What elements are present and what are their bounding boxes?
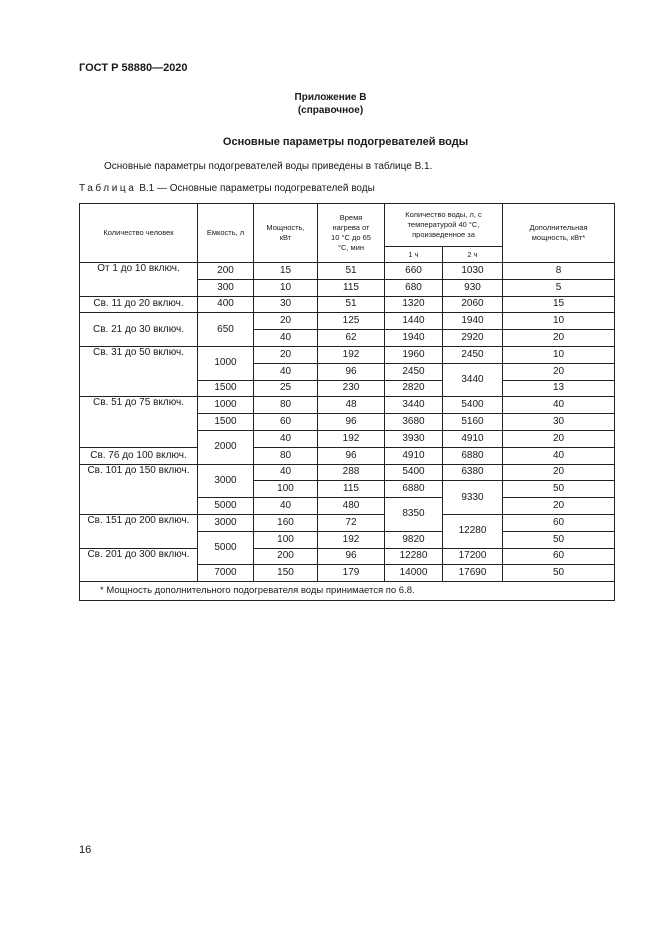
cell-h2: 17690 — [443, 565, 503, 582]
cell-power: 100 — [254, 481, 318, 498]
cell-power: 40 — [254, 363, 318, 380]
cell-h2: 2060 — [443, 296, 503, 313]
cell-capacity: 1000 — [198, 346, 254, 380]
cell-capacity: 400 — [198, 296, 254, 313]
cell-h1: 2820 — [385, 380, 443, 397]
cell-capacity: 1000 — [198, 397, 254, 414]
cell-power: 40 — [254, 464, 318, 481]
cell-extra: 10 — [503, 313, 615, 330]
cell-h2: 930 — [443, 279, 503, 296]
cell-capacity: 650 — [198, 313, 254, 347]
table-footnote: * Мощность дополнительного подогревателя воды принимается по 6.8. — [80, 582, 615, 601]
cell-time: 62 — [318, 330, 385, 347]
cell-h1: 3440 — [385, 397, 443, 414]
cell-power: 40 — [254, 498, 318, 515]
people-group: Св. 76 до 100 включ. — [80, 447, 198, 464]
cell-extra: 8 — [503, 263, 615, 280]
table-caption-label: Таблица — [79, 183, 137, 194]
cell-h1: 660 — [385, 263, 443, 280]
cell-power: 80 — [254, 397, 318, 414]
cell-extra: 60 — [503, 514, 615, 531]
table-row — [80, 296, 615, 313]
table-row — [80, 514, 615, 531]
cell-time: 72 — [318, 514, 385, 531]
cell-capacity: 2000 — [198, 430, 254, 464]
appendix-subtitle: (справочное) — [297, 105, 364, 116]
document-code: ГОСТ Р 58880—2020 — [79, 62, 188, 74]
cell-power: 10 — [254, 279, 318, 296]
cell-power: 80 — [254, 447, 318, 464]
header-1h: 1 ч — [385, 247, 443, 263]
cell-power: 160 — [254, 514, 318, 531]
table-row — [80, 263, 615, 280]
cell-h1: 5400 — [385, 464, 443, 481]
table-caption — [79, 183, 375, 194]
cell-time: 115 — [318, 481, 385, 498]
table-row — [80, 548, 615, 565]
cell-power: 150 — [254, 565, 318, 582]
cell-power: 20 — [254, 346, 318, 363]
cell-time: 115 — [318, 279, 385, 296]
cell-time: 288 — [318, 464, 385, 481]
cell-h1: 1320 — [385, 296, 443, 313]
cell-time: 192 — [318, 346, 385, 363]
cell-power: 25 — [254, 380, 318, 397]
people-group: Св. 201 до 300 включ. — [80, 548, 198, 582]
cell-time: 96 — [318, 363, 385, 380]
cell-time: 96 — [318, 447, 385, 464]
cell-power: 40 — [254, 430, 318, 447]
cell-capacity: 3000 — [198, 464, 254, 498]
cell-h2: 6380 — [443, 464, 503, 481]
appendix-title: Приложение В — [294, 92, 367, 103]
cell-extra: 20 — [503, 330, 615, 347]
cell-extra: 50 — [503, 531, 615, 548]
cell-extra: 40 — [503, 397, 615, 414]
cell-power: 100 — [254, 531, 318, 548]
cell-h1: 2450 — [385, 363, 443, 380]
cell-h2: 4910 — [443, 430, 503, 447]
cell-time: 51 — [318, 296, 385, 313]
cell-h1: 9820 — [385, 531, 443, 548]
cell-power: 30 — [254, 296, 318, 313]
cell-capacity: 1500 — [198, 380, 254, 397]
cell-h2: 3440 — [443, 363, 503, 397]
cell-power: 60 — [254, 414, 318, 431]
cell-power: 200 — [254, 548, 318, 565]
cell-capacity: 1500 — [198, 414, 254, 431]
table-row — [80, 313, 615, 330]
cell-extra: 15 — [503, 296, 615, 313]
cell-capacity: 7000 — [198, 565, 254, 582]
cell-h1: 3930 — [385, 430, 443, 447]
cell-time: 96 — [318, 548, 385, 565]
cell-h2: 1030 — [443, 263, 503, 280]
header-capacity: Емкость, л — [198, 204, 254, 263]
cell-capacity: 3000 — [198, 514, 254, 531]
cell-h2: 12280 — [443, 514, 503, 548]
cell-h1: 14000 — [385, 565, 443, 582]
people-group: От 1 до 10 включ. — [80, 263, 198, 297]
table-row — [80, 464, 615, 481]
cell-time: 51 — [318, 263, 385, 280]
cell-extra: 30 — [503, 414, 615, 431]
cell-h1: 6880 — [385, 481, 443, 498]
people-group: Св. 31 до 50 включ. — [80, 346, 198, 396]
cell-extra: 60 — [503, 548, 615, 565]
cell-power: 15 — [254, 263, 318, 280]
cell-h1: 3680 — [385, 414, 443, 431]
cell-time: 179 — [318, 565, 385, 582]
cell-h2: 1940 — [443, 313, 503, 330]
cell-capacity: 5000 — [198, 498, 254, 515]
cell-power: 40 — [254, 330, 318, 347]
cell-h1: 4910 — [385, 447, 443, 464]
cell-power: 20 — [254, 313, 318, 330]
cell-extra: 50 — [503, 565, 615, 582]
cell-h2: 17200 — [443, 548, 503, 565]
cell-h2: 6880 — [443, 447, 503, 464]
cell-h1: 1940 — [385, 330, 443, 347]
header-people: Количество человек — [80, 204, 198, 263]
cell-h2: 9330 — [443, 481, 503, 515]
table-row — [80, 397, 615, 414]
cell-h2: 5160 — [443, 414, 503, 431]
cell-time: 230 — [318, 380, 385, 397]
cell-time: 96 — [318, 414, 385, 431]
people-group: Св. 51 до 75 включ. — [80, 397, 198, 447]
header-water-amount: Количество воды, л, с температурой 40 °С, произведенное за — [385, 204, 503, 247]
cell-capacity: 300 — [198, 279, 254, 296]
cell-extra: 13 — [503, 380, 615, 397]
header-2h: 2 ч — [443, 247, 503, 263]
cell-time: 48 — [318, 397, 385, 414]
cell-extra: 20 — [503, 363, 615, 380]
cell-h1: 1960 — [385, 346, 443, 363]
cell-h1: 8350 — [385, 498, 443, 532]
cell-capacity: 200 — [198, 263, 254, 280]
table-row — [80, 447, 615, 464]
cell-h1: 680 — [385, 279, 443, 296]
table-row — [80, 346, 615, 363]
cell-h2: 5400 — [443, 397, 503, 414]
cell-h2: 2450 — [443, 346, 503, 363]
cell-capacity: 5000 — [198, 531, 254, 565]
cell-h1: 1440 — [385, 313, 443, 330]
section-title: Основные параметры подогревателей воды — [222, 136, 469, 148]
cell-extra: 20 — [503, 464, 615, 481]
cell-time: 125 — [318, 313, 385, 330]
cell-extra: 40 — [503, 447, 615, 464]
cell-extra: 5 — [503, 279, 615, 296]
cell-extra: 20 — [503, 498, 615, 515]
cell-time: 480 — [318, 498, 385, 515]
table-caption-text: В.1 — Основные параметры подогревателей воды — [136, 183, 375, 194]
people-group: Св. 101 до 150 включ. — [80, 464, 198, 514]
cell-extra: 50 — [503, 481, 615, 498]
people-group: Св. 11 до 20 включ. — [80, 296, 198, 313]
cell-h1: 12280 — [385, 548, 443, 565]
cell-time: 192 — [318, 430, 385, 447]
parameters-table — [79, 203, 615, 601]
header-heat-time: Время нагрева от 10 °С до 65 °С, мин — [318, 204, 385, 263]
cell-time: 192 — [318, 531, 385, 548]
cell-h2: 2920 — [443, 330, 503, 347]
intro-paragraph: Основные параметры подогревателей воды приведены в таблице В.1. — [104, 161, 433, 172]
header-power: Мощность, кВт — [254, 204, 318, 263]
cell-extra: 20 — [503, 430, 615, 447]
people-group: Св. 21 до 30 включ. — [80, 313, 198, 347]
cell-extra: 10 — [503, 346, 615, 363]
page-number: 16 — [79, 844, 92, 856]
people-group: Св. 151 до 200 включ. — [80, 514, 198, 548]
header-extra-power: Дополнительная мощность, кВт* — [503, 204, 615, 263]
